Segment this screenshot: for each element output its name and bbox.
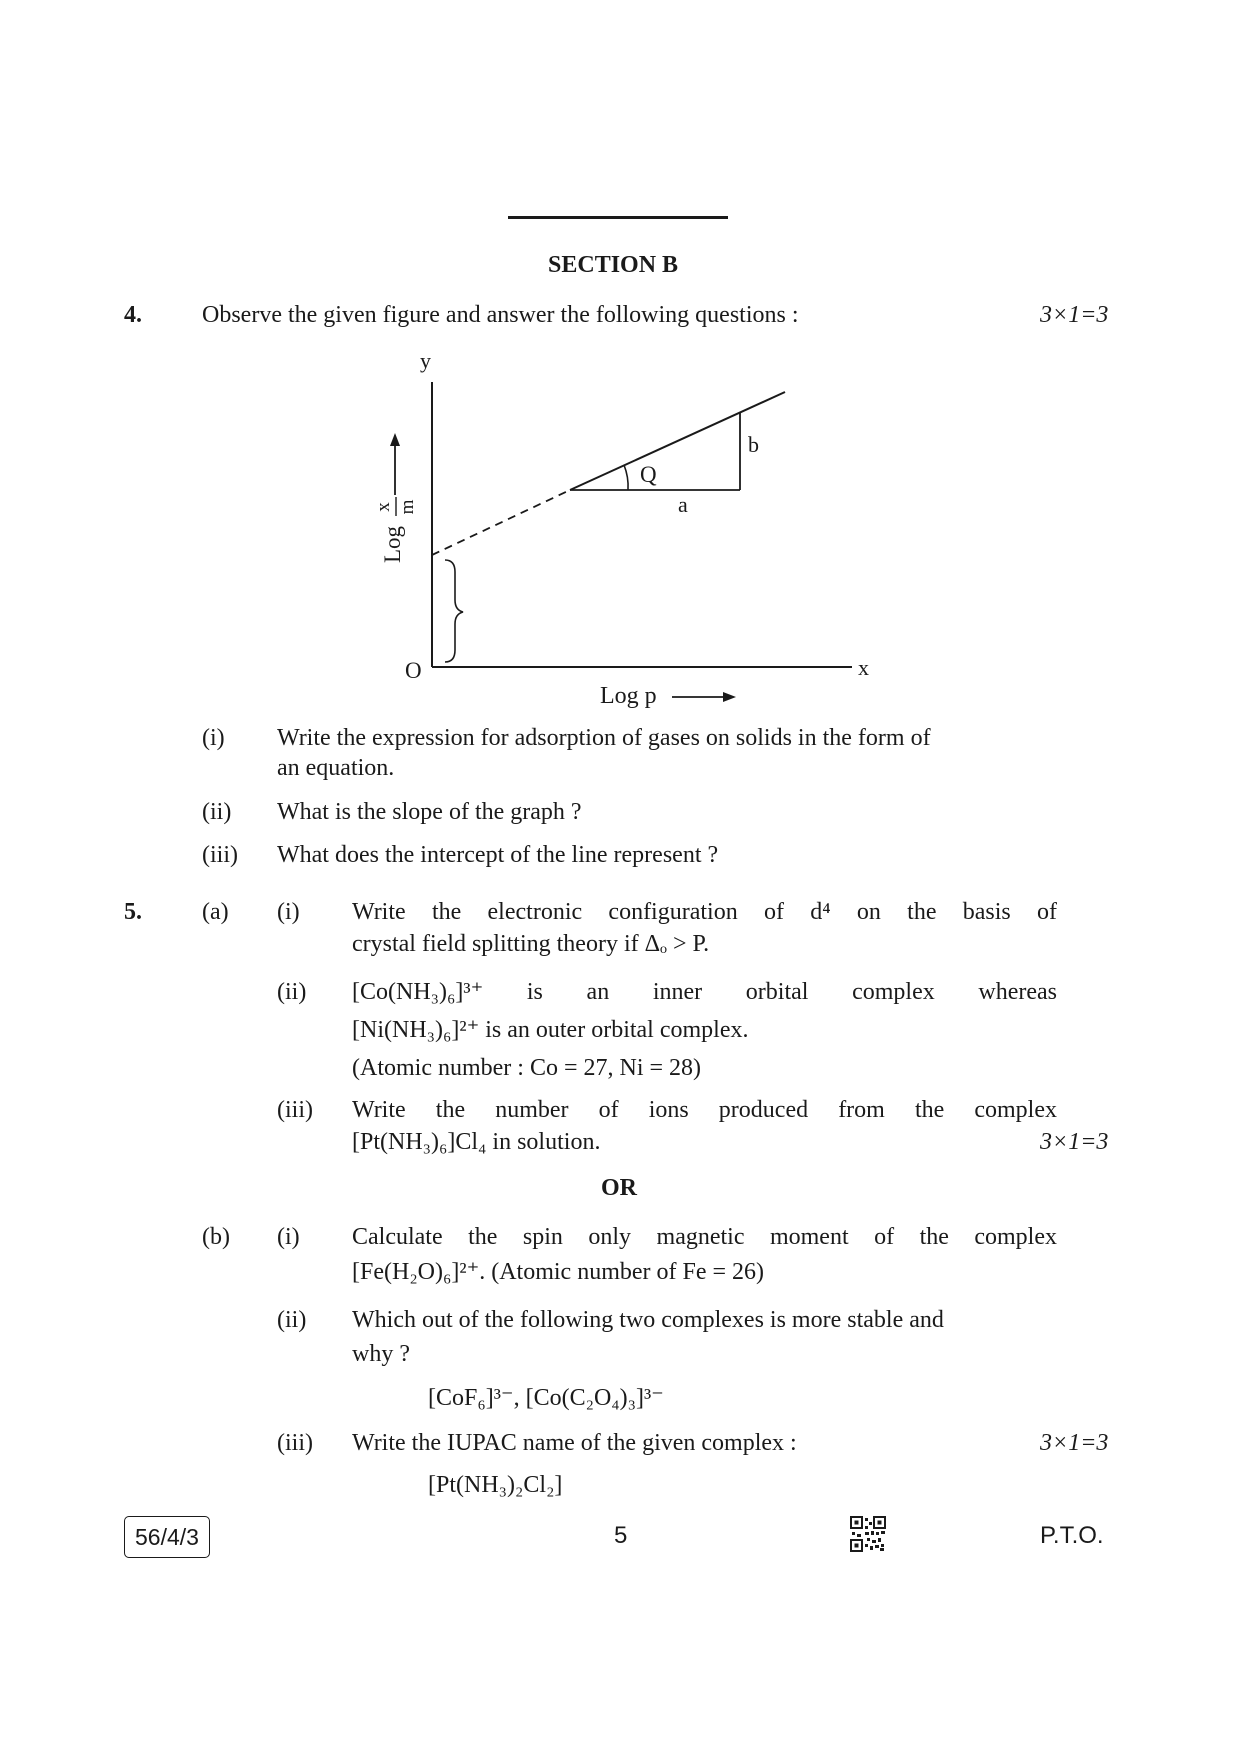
q5-b-ii-complexes: [CoF₆]³⁻, [Co(C₂O₄)₃]³⁻ <box>428 1385 664 1411</box>
y-arrow-head <box>390 433 400 446</box>
q5-a-ii-line1: [Co(NH₃)₆]³⁺ is an inner orbital complex whereas <box>352 979 1057 1005</box>
q5-a-iii-label: (iii) <box>277 1097 313 1123</box>
q5-b-i-line1: Calculate the spin only magnetic moment of the complex <box>352 1224 1057 1250</box>
q4-iii-label: (iii) <box>202 842 238 868</box>
q5-a-ii-line2: [Ni(NH₃)₆]²⁺ is an outer orbital complex. <box>352 1017 749 1043</box>
q4-i-line1: Write the expression for adsorption of gases on solids in the form of <box>277 725 931 751</box>
q4-i-line2: an equation. <box>277 755 395 781</box>
ylabel-frac-den: m <box>397 499 418 515</box>
ylabel-log-x-over-m <box>373 497 418 563</box>
q5-b-label: (b) <box>202 1224 230 1250</box>
q5-a-i-line1: Write the electronic configuration of d⁴ on the basis of <box>352 899 1057 925</box>
q5-b-ii-line2: why ? <box>352 1341 410 1367</box>
q5-a-ii-line3: (Atomic number : Co = 27, Ni = 28) <box>352 1055 702 1081</box>
angle-label: Q <box>640 462 657 487</box>
q5-b-marks: 3×1=3 <box>1040 1430 1109 1456</box>
q5-b-iii-text: Write the IUPAC name of the given complex : <box>352 1430 797 1456</box>
q5-b-i-line2: [Fe(H₂O)₆]²⁺. (Atomic number of Fe = 26) <box>352 1259 765 1285</box>
q5-a-iii-line2: [Pt(NH₃)₆]Cl₄ in solution. <box>352 1129 601 1155</box>
freundlich-graph <box>0 0 1241 720</box>
q4-number: 4. <box>124 302 142 328</box>
q5-a-i-line2: crystal field splitting theory if Δₒ > P. <box>352 931 710 957</box>
q5-number: 5. <box>124 899 142 925</box>
q4-ii-label: (ii) <box>202 799 232 825</box>
ylabel-log: Log <box>380 525 405 563</box>
x-quantity-label: Log p <box>600 683 657 709</box>
ylabel-frac-num: x <box>373 502 394 512</box>
dashed-extension <box>432 490 570 555</box>
origin-label: O <box>405 658 422 683</box>
q4-prompt: Observe the given figure and answer the following questions : <box>202 302 799 328</box>
q5-b-iii-complex: [Pt(NH₃)₂Cl₂] <box>428 1472 563 1498</box>
x-arrow-head <box>723 692 736 702</box>
x-axis-label: x <box>858 655 869 680</box>
q5-a-ii-label: (ii) <box>277 979 307 1005</box>
q5-a-i-label: (i) <box>277 899 300 925</box>
q5-b-i-label: (i) <box>277 1224 300 1250</box>
q4-marks: 3×1=3 <box>1040 302 1109 328</box>
intercept-brace <box>445 560 463 662</box>
q5-a-marks: 3×1=3 <box>1040 1129 1109 1155</box>
or-separator: OR <box>601 1175 637 1201</box>
section-title: SECTION B <box>548 252 679 278</box>
run-label: a <box>678 492 688 517</box>
pto-label: P.T.O. <box>1040 1522 1104 1549</box>
q5-a-label: (a) <box>202 899 229 925</box>
q5-b-ii-line1: Which out of the following two complexes is more stable and <box>352 1307 944 1333</box>
angle-arc <box>624 465 628 490</box>
q5-b-ii-label: (ii) <box>277 1307 307 1333</box>
page-number: 5 <box>614 1522 628 1549</box>
y-axis-label: y <box>420 348 431 373</box>
q4-i-label: (i) <box>202 725 225 751</box>
rise-label: b <box>748 432 759 457</box>
paper-code: 56/4/3 <box>124 1516 210 1558</box>
q4-iii-text: What does the intercept of the line represent ? <box>277 842 719 868</box>
q5-a-iii-line1: Write the number of ions produced from the complex <box>352 1097 1057 1123</box>
q4-ii-text: What is the slope of the graph ? <box>277 799 582 825</box>
qr-code-icon <box>850 1516 886 1552</box>
q5-b-iii-label: (iii) <box>277 1430 313 1456</box>
